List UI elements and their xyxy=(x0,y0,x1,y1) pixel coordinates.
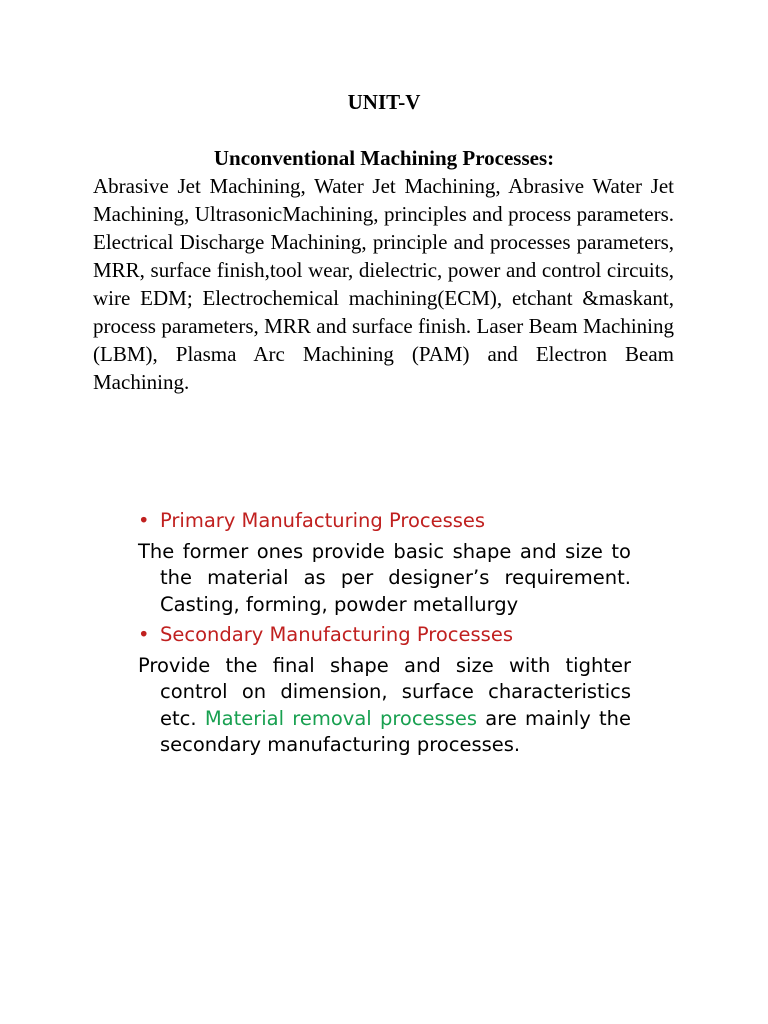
material-removal-highlight: Material removal processes xyxy=(204,706,478,730)
bullet-icon: • xyxy=(138,509,150,532)
secondary-processes-description xyxy=(138,653,631,759)
bullet-icon: • xyxy=(138,623,150,646)
primary-processes-description: The former ones provide basic shape and size to the material as per designer’s requirement. Casting, forming, powder metallurgy xyxy=(138,539,631,616)
secondary-processes-heading xyxy=(138,622,631,649)
secondary-heading-text: Secondary Manufacturing Processes xyxy=(160,623,513,646)
primary-heading-text: Primary Manufacturing Processes xyxy=(160,509,486,532)
syllabus-paragraph: Abrasive Jet Machining, Water Jet Machining, Abrasive Water Jet Machining, UltrasonicMachining, principles and process parameters. Electrical Discharge Machining, principle and processes parameters, MRR, surface finish,tool wear, dielectric, power and control circuits, wire EDM; Electrochemical machining(ECM), etchant &maskant, process parameters, MRR and surface finish. Laser Beam Machining (LBM), Plasma Arc Machining (PAM) and Electron Beam Machining. xyxy=(93,174,674,394)
section-heading: Unconventional Machining Processes: xyxy=(213,146,555,170)
secondary-body-start: Provide the final shape and size with tighter control on dimension, surface characteristics etc. xyxy=(138,653,631,730)
secondary-body-end: are mainly the secondary manufacturing processes. xyxy=(160,706,631,756)
primary-processes-heading xyxy=(138,508,631,535)
embedded-slide xyxy=(138,508,631,763)
unit-title: UNIT-V xyxy=(347,90,421,114)
